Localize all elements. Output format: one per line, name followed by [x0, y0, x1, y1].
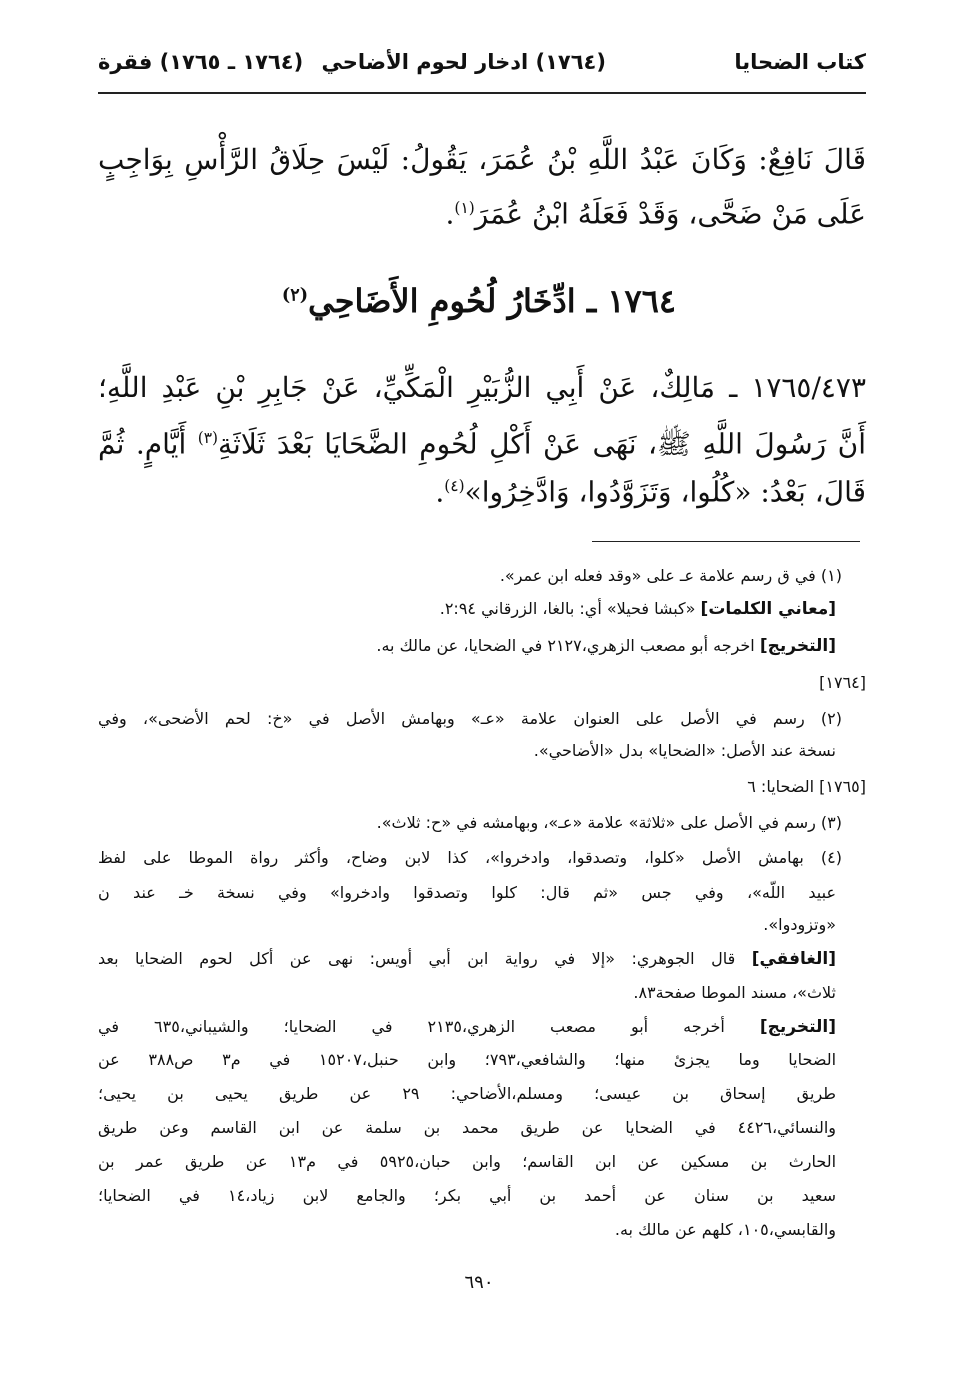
footnote-4-ghafiqi	[98, 946, 836, 972]
footnote-4-line: «وتزودوا».	[763, 915, 836, 934]
page-number: ٦٩٠	[464, 1272, 494, 1293]
hadith-text-span: أَنَّ رَسُولَ اللَّهِ ﷺ، نَهَى عَنْ أَكْلِ لُحُومِ الضَّحَايَا بَعْدَ ثَلَاثَةِ	[218, 427, 866, 461]
meanings-tag: [معاني الكلمات]	[700, 599, 836, 619]
footnote-ref: (٣)	[197, 429, 219, 447]
main-text-line: قَالَ نَافِعٌ: وَكَانَ عَبْدُ اللَّهِ بْنُ عُمَرَ، يَقُولُ: لَيْسَ حِلَاقُ الرَّأْسِ بِوَاجِبٍ	[98, 143, 866, 176]
footnote-4-line: عبيد اللّه»، وفي جس «ثم قال: كلوا وتصدقوا وادخروا» وفي نسخة خـ عند ن	[98, 883, 836, 902]
footnote-ref: (٤)	[444, 477, 465, 495]
header-chapter-title: (١٧٦٤) ادخار لحوم الأضاحي	[321, 50, 606, 74]
hadith-text-span: .	[435, 475, 445, 509]
footnote-separator	[592, 541, 860, 542]
takhrij-tag: [التخريج]	[759, 1017, 836, 1037]
header-paragraph-range: (١٧٦٤ ـ ١٧٦٥) فقرة	[98, 50, 304, 74]
section-marker-1765: [١٧٦٥] الضحايا: ٦	[747, 777, 866, 796]
footnote-2-line: (٢) رسم في الأصل على العنوان علامة «عـ» وبهامش الأصل في «خ: لحم الأضحى»، وفي	[98, 709, 842, 728]
footnote-2-line: نسخة عند الأصل: «الضحايا» بدل «الأضاحي».	[533, 741, 836, 760]
footnote-1: (١) في ق رسم علامة عـ على «وقد فعله ابن عمر».	[499, 566, 842, 585]
footnote-1-takhrij	[98, 633, 836, 659]
hadith-line	[98, 466, 866, 512]
section-heading	[0, 282, 958, 320]
main-text-span: عَلَى مَنْ ضَحَّى، وَقَدْ فَعَلَهُ ابْنُ عُمَرَ	[474, 197, 866, 231]
hadith-text-span: قَالَ، بَعْدُ: «كُلُوا، وَتَزَوَّدُوا، وَادَّخِرُوا»	[464, 475, 866, 509]
footnote-3: (٣) رسم في الأصل على «ثلاثة» علامة «عـ»، وبهامشه في «ح: ثلاث».	[376, 813, 842, 832]
footnote-ref: (٢)	[281, 284, 309, 306]
footnote-4-ghafiqi-cont: ثلاث»، مسند الموطا صفحة٨٣.	[633, 983, 836, 1002]
running-header	[98, 42, 866, 94]
takhrij-text: أخرجه أبو مصعب الزهري،٢١٣٥ في الضحايا؛ والشيباني،٦٣٥ في	[98, 1017, 760, 1036]
header-book-title: كتاب الضحايا	[734, 50, 866, 74]
ghafiqi-text: قال الجوهري: «إلا في رواية ابن أبي أويس: نهى عن أكل لحوم الضحايا بعد	[98, 949, 752, 968]
main-text-span: .	[445, 197, 455, 231]
footnote-ref: (١)	[454, 199, 475, 217]
hadith-line: ١٧٦٥/٤٧٣ ـ مَالِكٌ، عَنْ أَبِي الزُّبَيْرِ الْمَكِّيِّ، عَنْ جَابِرِ بْنِ عَبْدِ اللَّهِ؛	[98, 371, 866, 404]
footnote-4-takhrij-line: طريق إسحاق بن عيسى؛ ومسلم،الأضاحي: ٢٩ عن طريق يحيى بن يحيى؛	[98, 1084, 836, 1103]
hadith-text-span: أَيَّامٍ. ثُمَّ	[98, 427, 198, 461]
footnote-1-meanings	[98, 596, 836, 622]
footnote-4-takhrij-line: والقابسي،١٠٥، كلهم عن مالك به.	[614, 1220, 836, 1239]
main-text-line	[98, 188, 866, 234]
section-heading-text: ١٧٦٤ ـ ادِّخَارُ لُحُومِ الأَضَاحِي	[308, 282, 677, 320]
footnote-4-takhrij-line: الحارث بن مسكين عن ابن القاسم؛ وابن حبان،٥٩٢٥ في م١٣ عن طريق عمر بن	[98, 1152, 836, 1171]
footnote-4-line: (٤) بهامش الأصل «كلوا، وتصدقوا، وادخروا»، كذا لابن وضاح، وأكثر رواة الموطا على لفظ	[98, 848, 842, 867]
footnote-4-takhrij-line: والنسائي،٤٤٢٦ في الضحايا عن طريق محمد بن سلمة عن ابن القاسم وعن طريق	[98, 1118, 836, 1137]
section-marker-1764: [١٧٦٤]	[819, 673, 866, 692]
footnote-4-takhrij-line: سعيد بن سنان عن أحمد بن أبي بكر؛ والجامع لابن زياد،١٤ في الضحايا؛	[98, 1186, 836, 1205]
hadith-line	[98, 418, 866, 464]
meanings-text: «كبشا فحيلا» أي: بالغا، الزرقاني ٢:٩٤.	[439, 599, 701, 618]
footnote-4-takhrij	[98, 1014, 836, 1040]
ghafiqi-tag: [الغافقي]	[751, 949, 836, 969]
takhrij-text: اخرجه أبو مصعب الزهري،٢١٢٧ في الضحايا، عن مالك به.	[376, 636, 760, 655]
footnote-4-takhrij-line: الضحايا وما يجزئ منها؛ والشافعي،٧٩٣؛ وابن حنبل،١٥٢٠٧ في م٣ ص٣٨٨ عن	[98, 1050, 836, 1069]
takhrij-tag: [التخريج]	[759, 636, 836, 656]
